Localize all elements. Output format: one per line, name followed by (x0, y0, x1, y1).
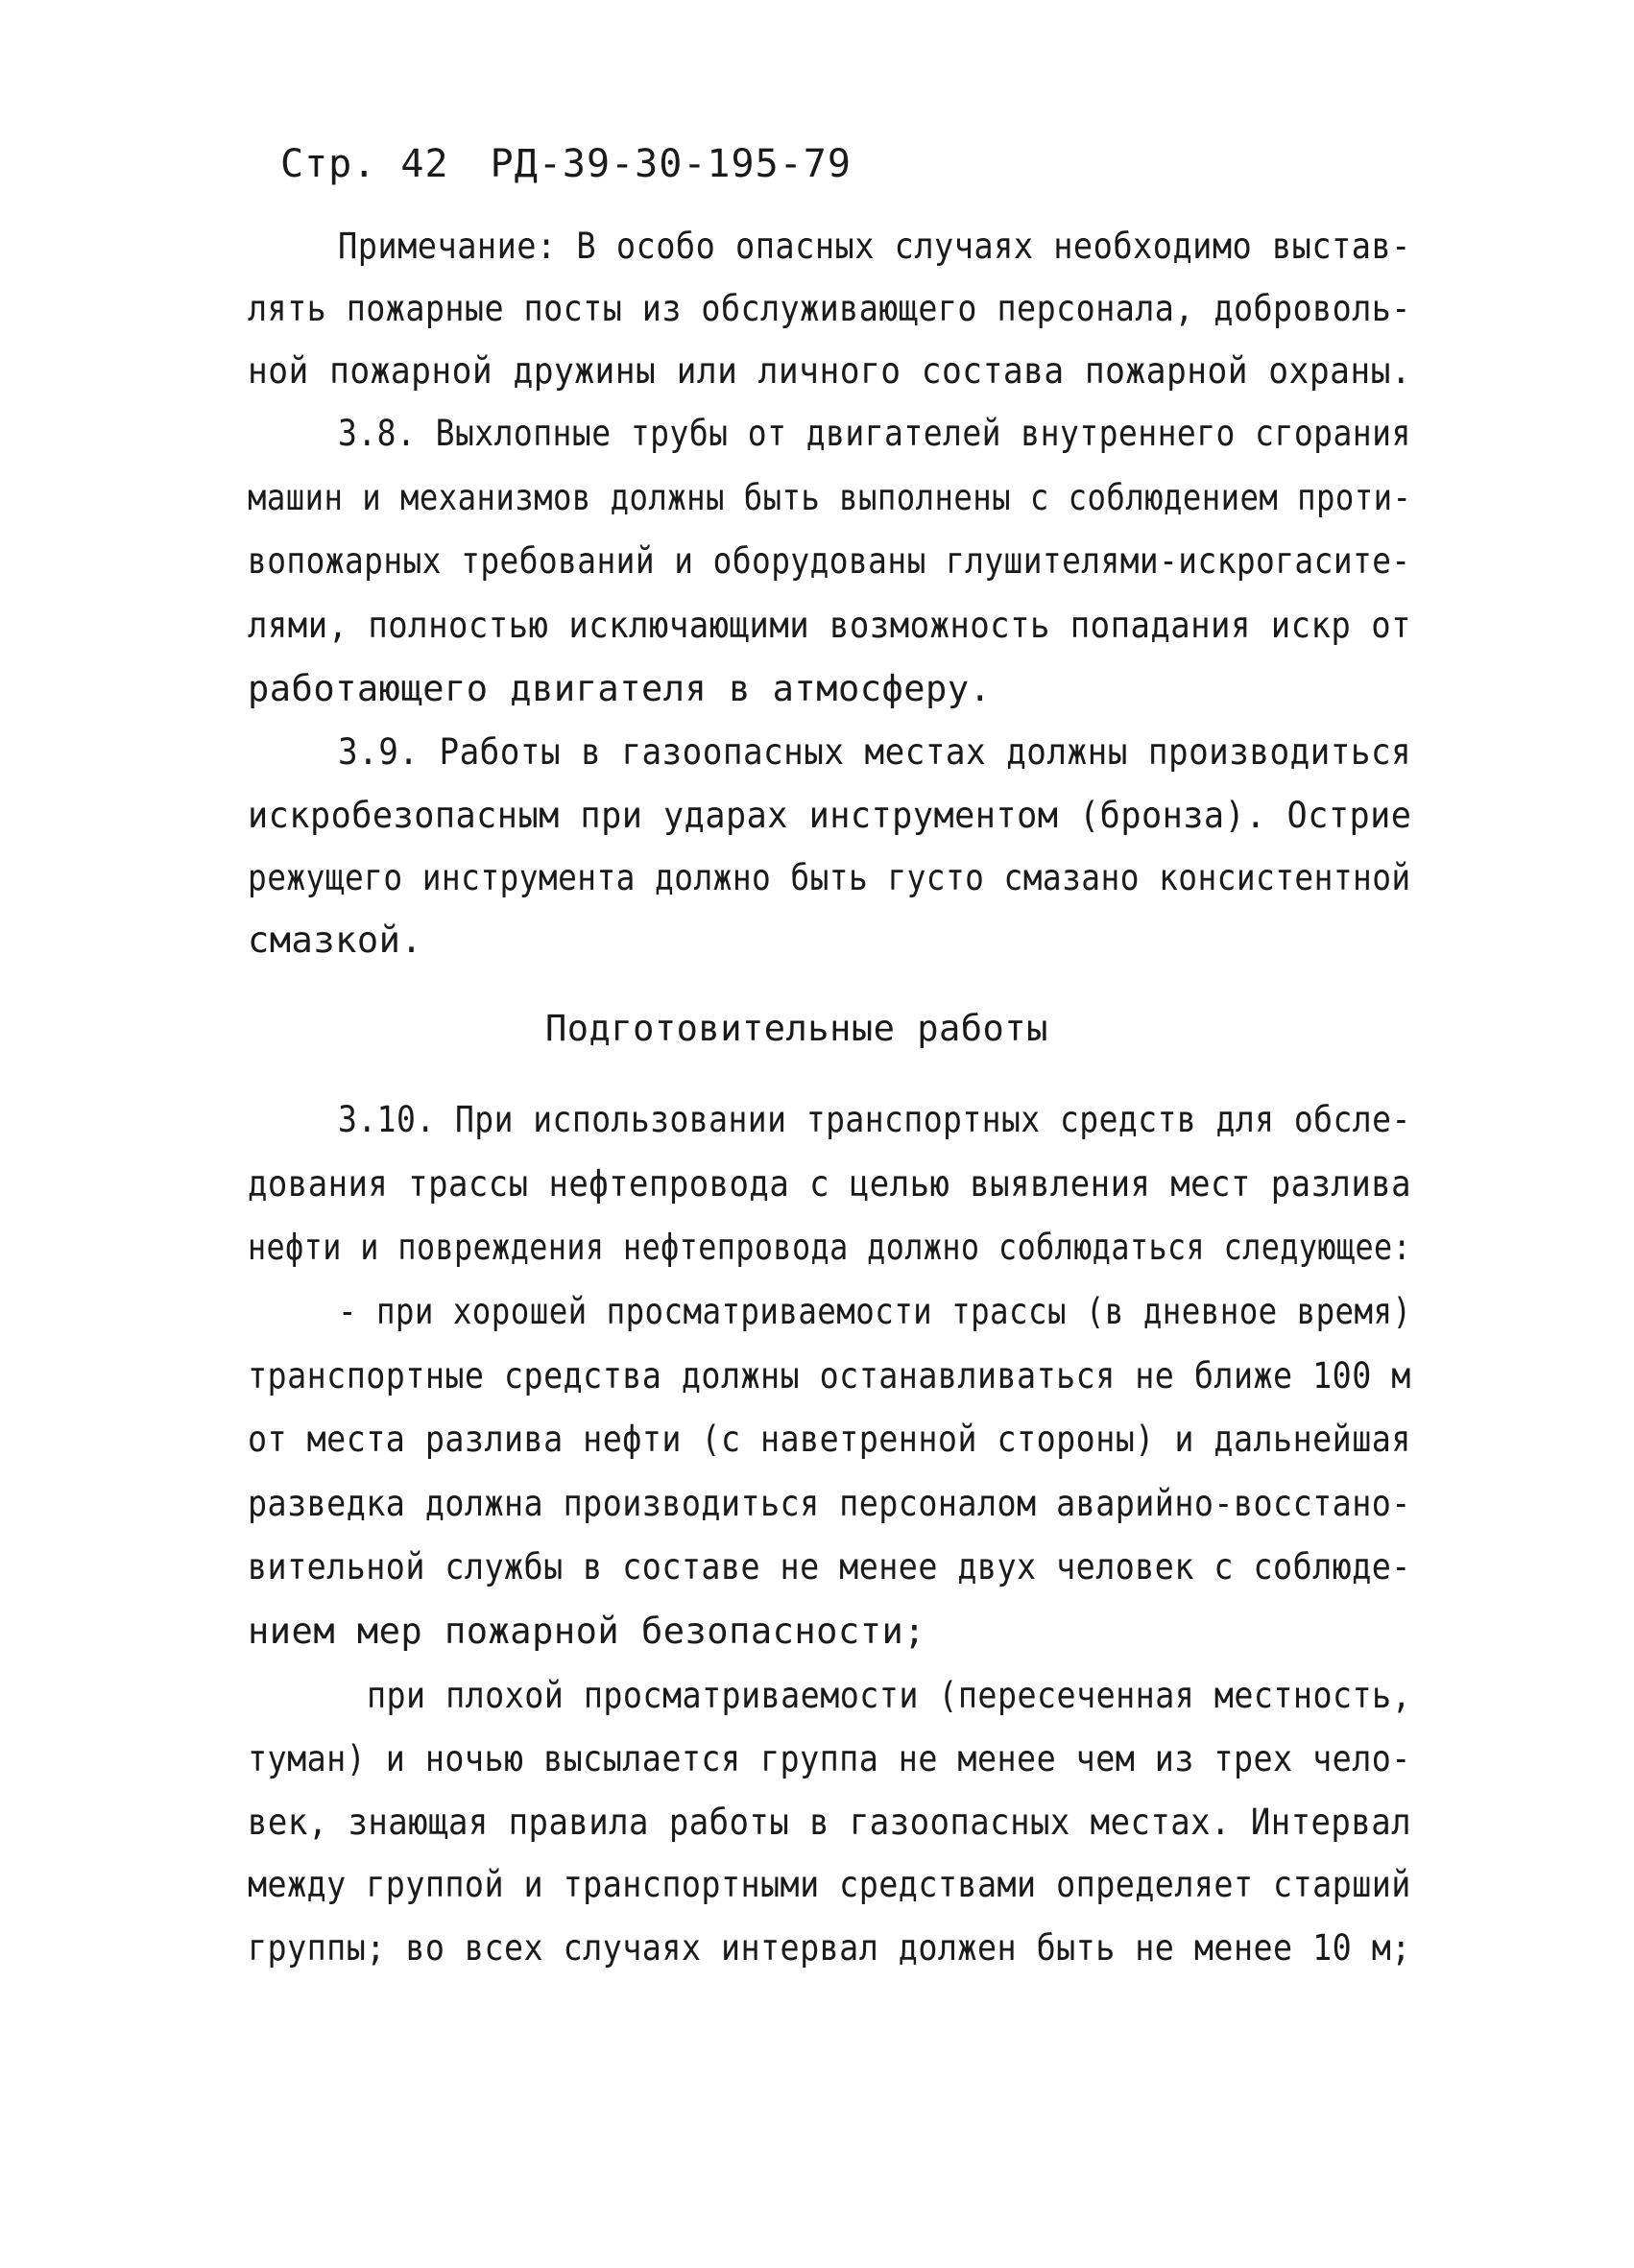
paragraph-3-8-line: вопожарных требований и оборудованы глушителями-искрогасите- (248, 540, 1411, 582)
list-item-line: нием мер пожарной безопасности; (248, 1611, 926, 1652)
list-item-line: от места разлива нефти (с наветренной стороны) и дальнейшая (248, 1419, 1411, 1460)
paragraph-3-10-line: дования трассы нефтепровода с целью выявления мест разлива (248, 1163, 1412, 1205)
list-item-line: век, знающая правила работы в газоопасных местах. Интервал (248, 1802, 1412, 1843)
paragraph-3-8-line: машин и механизмов должны быть выполнены с соблюдением проти- (248, 477, 1412, 518)
paragraph-3-10-line: 3.10. При использовании транспортных средств для обсле- (338, 1099, 1411, 1140)
paragraph-3-10-line: нефти и повреждения нефтепровода должно соблюдаться следующее: (248, 1227, 1412, 1268)
paragraph-3-8-line: лями, полностью исключающими возможность попадания искр от (248, 605, 1412, 646)
paragraph-3-9-line: искробезопасным при ударах инструментом (бронза). Острие (248, 795, 1412, 836)
list-item-line: - при хорошей просматриваемости трассы (в дневное время) (338, 1291, 1412, 1332)
list-item-line: вительной службы в составе не менее двух человек с соблюде- (248, 1546, 1411, 1588)
list-item-line: при плохой просматриваемости (пересеченная местность, (367, 1675, 1412, 1716)
paragraph-3-8-line: работающего двигателя в атмосферу. (248, 668, 992, 709)
paragraph-3-9-line: режущего инструмента должно быть густо смазано консистентной (248, 857, 1411, 898)
list-item-line: транспортные средства должны останавливаться не ближе 100 м (248, 1355, 1411, 1397)
paragraph-3-9-line: 3.9. Работы в газоопасных местах должны производиться (338, 731, 1412, 773)
note-line: Примечание: В особо опасных случаях необходимо выстав- (338, 226, 1411, 267)
list-item-line: между группой и транспортными средствами определяет старший (248, 1864, 1411, 1905)
section-title: Подготовительные работы (545, 1008, 1048, 1049)
page-header (280, 142, 852, 186)
list-item-line: разведка должна производиться персоналом аварийно-восстано- (248, 1483, 1411, 1524)
list-item-line: туман) и ночью высылается группа не менее чем из трех чело- (248, 1738, 1411, 1779)
note-line: ной пожарной дружины или личного состава пожарной охраны. (248, 350, 1412, 392)
document-code: РД-39-30-195-79 (490, 142, 852, 186)
list-item-line: группы; во всех случаях интервал должен быть не менее 10 м; (248, 1927, 1411, 1969)
page-label: Стр. 42 (280, 142, 449, 186)
paragraph-3-9-line: смазкой. (248, 919, 423, 961)
note-line: лять пожарные посты из обслуживающего персонала, доброволь- (248, 288, 1411, 329)
paragraph-3-8-line: 3.8. Выхлопные трубы от двигателей внутреннего сгорания (338, 413, 1411, 454)
